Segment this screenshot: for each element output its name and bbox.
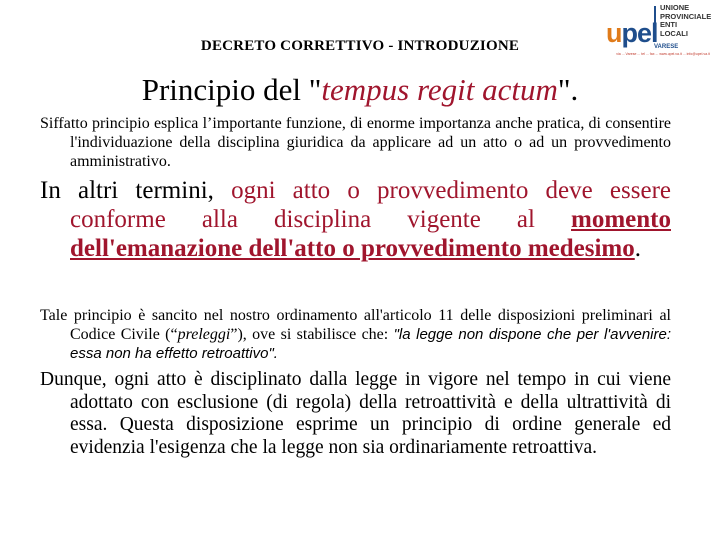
paragraph-3-lead: Tale principio è sancito nel nostro ordinamento all'articolo 11 delle disposizioni preliminari al Codice Civile (“ — [40, 307, 671, 343]
upel-logo — [606, 4, 716, 68]
logo-name-line: ENTI — [660, 20, 678, 29]
header-title: DECRETO CORRETTIVO - INTRODUZIONE — [200, 38, 520, 54]
logo-divider — [654, 6, 659, 40]
paragraph-3-quote: "la legge non dispone che per l'avvenire: essa non ha effetto retroattivo". — [70, 326, 672, 362]
title-suffix: ". — [557, 72, 579, 107]
paragraph-2-lead: In altri termini, — [40, 177, 232, 204]
logo-name — [660, 4, 711, 38]
logo-name-line: PROVINCIALE — [660, 11, 712, 21]
paragraph-2-highlight: ogni atto o provvedimento deve essere conforme alla disciplina vigente al — [70, 177, 671, 233]
logo-mark — [606, 18, 658, 49]
paragraph-3 — [40, 306, 671, 363]
logo-mark-accent: u — [606, 18, 622, 48]
logo-fine-print: via ... Varese ... tel ... fax ... www.upel.va.it ... info@upel.va.it — [616, 52, 710, 56]
paragraph-2-underlined: momento dell'emanazione dell'atto o provvedimento medesimo — [70, 206, 671, 262]
paragraph-3-mid: ”), ove si stabilisce che: — [230, 326, 394, 343]
paragraph-3-preleggi: preleggi — [177, 326, 231, 343]
logo-mark-text: pel — [621, 18, 658, 48]
slide-title — [0, 72, 720, 108]
paragraph-2 — [40, 176, 671, 263]
paragraph-2-end: . — [634, 235, 642, 262]
paragraph-1: Siffatto principio esplica l’importante funzione, di enorme importanza anche pratica, di consentire l'individuazione della disciplina giuridica da applicare ad un atto o ad un provvedimento amministrativo. — [40, 115, 671, 170]
logo-name-line: UNIONE — [660, 3, 690, 12]
title-italic: tempus regit actum — [321, 72, 558, 107]
logo-sub: VARESE — [654, 44, 679, 50]
logo-name-line: LOCALI — [660, 28, 688, 38]
title-prefix: Principio del " — [141, 72, 322, 107]
paragraph-4: Dunque, ogni atto è disciplinato dalla legge in vigore nel tempo in cui viene adottato con esclusione (di regola) della retroattività e della ultrattività di essa. Questa disposizione esprime un principio di ordine generale ed evidenzia l'esigenza che la legge non sia ordinariamente retroattiva. — [40, 369, 671, 458]
